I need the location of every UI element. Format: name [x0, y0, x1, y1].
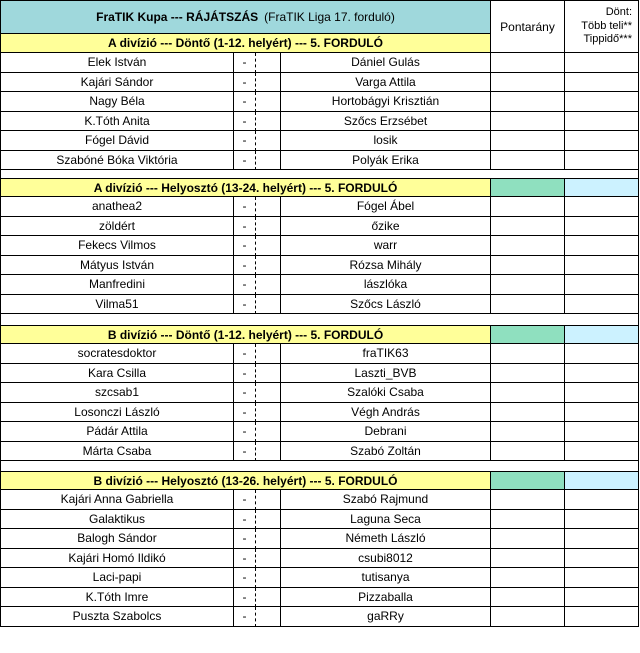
player-right-cell[interactable] — [281, 510, 491, 530]
pontarany-cell[interactable] — [491, 92, 565, 112]
separator-dash: - — [242, 531, 247, 546]
player-right-cell[interactable] — [281, 607, 491, 627]
section-gap — [0, 170, 639, 178]
score-cell[interactable] — [256, 442, 281, 462]
section-pontarany-cell[interactable] — [491, 325, 565, 344]
score-cell[interactable] — [256, 53, 281, 73]
player-left-name: K.Tóth Anita — [84, 113, 150, 128]
separator-cell[interactable] — [234, 607, 256, 627]
score-cell[interactable] — [256, 131, 281, 151]
player-right-name: Rózsa Mihály — [349, 257, 422, 272]
player-right-name: Végh András — [351, 404, 420, 419]
pontarany-cell[interactable] — [491, 112, 565, 132]
player-left-name: Fekecs Vilmos — [78, 238, 156, 253]
separator-dash: - — [242, 55, 247, 70]
player-left-cell[interactable] — [0, 92, 234, 112]
separator-cell[interactable] — [234, 510, 256, 530]
separator-cell[interactable] — [234, 217, 256, 237]
score-cell[interactable] — [256, 529, 281, 549]
separator-dash: - — [242, 218, 247, 233]
player-left-name: Kajári Sándor — [80, 74, 154, 89]
separator-cell[interactable] — [234, 295, 256, 315]
player-right-cell[interactable] — [281, 53, 491, 73]
player-right-name: Laszti_BVB — [354, 365, 417, 380]
player-left-name: Pádár Attila — [86, 424, 148, 439]
dont-cell[interactable] — [565, 607, 639, 627]
player-right-name: Szőcs László — [350, 296, 421, 311]
section-title: A divízió --- Döntő (1-12. helyért) --- 5. FORDULÓ — [108, 36, 383, 50]
pontarany-cell[interactable] — [491, 217, 565, 237]
player-right-name: losik — [373, 133, 398, 148]
dont-cell[interactable] — [565, 442, 639, 462]
separator-cell[interactable] — [234, 422, 256, 442]
score-cell[interactable] — [256, 151, 281, 171]
player-left-cell[interactable] — [0, 588, 234, 608]
score-cell[interactable] — [256, 422, 281, 442]
separator-dash: - — [242, 492, 247, 507]
player-left-name: Vilma51 — [95, 296, 139, 311]
player-right-cell[interactable] — [281, 275, 491, 295]
separator-cell[interactable] — [234, 383, 256, 403]
separator-cell[interactable] — [234, 151, 256, 171]
player-left-cell[interactable] — [0, 112, 234, 132]
separator-dash: - — [242, 74, 247, 89]
player-right-name: tutisanya — [361, 570, 410, 585]
player-left-name: Kajári Homó Ildikó — [68, 550, 166, 565]
player-left-cell[interactable] — [0, 607, 234, 627]
player-right-cell[interactable] — [281, 403, 491, 423]
player-left-name: anathea2 — [91, 199, 143, 214]
dont-cell[interactable] — [565, 422, 639, 442]
score-cell[interactable] — [256, 275, 281, 295]
player-left-cell[interactable] — [0, 403, 234, 423]
player-left-name: Kara Csilla — [87, 365, 147, 380]
pontarany-cell[interactable] — [491, 422, 565, 442]
player-right-name: fraTIK63 — [362, 346, 409, 361]
player-right-cell[interactable] — [281, 73, 491, 93]
player-left-cell[interactable] — [0, 364, 234, 384]
pontarany-cell[interactable] — [491, 383, 565, 403]
pontarany-cell[interactable] — [491, 131, 565, 151]
dont-cell[interactable] — [565, 256, 639, 276]
dont-cell[interactable] — [565, 490, 639, 510]
header-title: FraTIK Kupa --- RÁJÁTSZÁS — [96, 10, 259, 24]
score-cell[interactable] — [256, 383, 281, 403]
section-dont-cell[interactable] — [565, 325, 639, 344]
player-right-cell[interactable] — [281, 344, 491, 364]
score-cell[interactable] — [256, 295, 281, 315]
pontarany-cell[interactable] — [491, 442, 565, 462]
separator-cell[interactable] — [234, 275, 256, 295]
score-cell[interactable] — [256, 549, 281, 569]
dont-cell[interactable] — [565, 236, 639, 256]
separator-dash: - — [242, 609, 247, 624]
dont-cell[interactable] — [565, 529, 639, 549]
dont-cell[interactable] — [565, 344, 639, 364]
separator-dash: - — [242, 550, 247, 565]
player-right-name: gaRRy — [367, 609, 404, 624]
player-left-cell[interactable] — [0, 344, 234, 364]
player-right-cell[interactable] — [281, 92, 491, 112]
pontarany-label: Pontarány — [500, 19, 555, 34]
pontarany-cell[interactable] — [491, 73, 565, 93]
player-right-cell[interactable] — [281, 151, 491, 171]
dont-cell[interactable] — [565, 295, 639, 315]
player-left-name: Laci-papi — [92, 570, 142, 585]
player-right-name: Polyák Erika — [352, 152, 419, 167]
separator-cell[interactable] — [234, 364, 256, 384]
separator-cell[interactable] — [234, 344, 256, 364]
separator-cell[interactable] — [234, 53, 256, 73]
player-right-name: Szalóki Csaba — [347, 385, 424, 400]
section-dont-cell[interactable] — [565, 471, 639, 490]
player-left-cell[interactable] — [0, 197, 234, 217]
header-pontarany-cell[interactable] — [491, 0, 565, 53]
player-left-name: Fógel Dávid — [84, 133, 150, 148]
player-left-cell[interactable] — [0, 131, 234, 151]
player-right-cell[interactable] — [281, 568, 491, 588]
pontarany-cell[interactable] — [491, 197, 565, 217]
separator-cell[interactable] — [234, 403, 256, 423]
dont-cell[interactable] — [565, 217, 639, 237]
score-cell[interactable] — [256, 588, 281, 608]
score-cell[interactable] — [256, 403, 281, 423]
separator-cell[interactable] — [234, 197, 256, 217]
dont-cell[interactable] — [565, 131, 639, 151]
pontarany-cell[interactable] — [491, 529, 565, 549]
section-dont-cell[interactable] — [565, 178, 639, 197]
separator-dash: - — [242, 152, 247, 167]
pontarany-cell[interactable] — [491, 490, 565, 510]
player-right-cell[interactable] — [281, 197, 491, 217]
dont-cell[interactable] — [565, 53, 639, 73]
score-cell[interactable] — [256, 607, 281, 627]
section-title-cell[interactable] — [0, 325, 491, 344]
score-cell[interactable] — [256, 568, 281, 588]
separator-cell[interactable] — [234, 112, 256, 132]
pontarany-cell[interactable] — [491, 588, 565, 608]
player-right-cell[interactable] — [281, 383, 491, 403]
separator-cell[interactable] — [234, 131, 256, 151]
dont-cell[interactable] — [565, 588, 639, 608]
separator-dash: - — [242, 589, 247, 604]
pontarany-cell[interactable] — [491, 275, 565, 295]
pontarany-cell[interactable] — [491, 151, 565, 171]
score-cell[interactable] — [256, 92, 281, 112]
player-left-cell[interactable] — [0, 490, 234, 510]
player-left-cell[interactable] — [0, 151, 234, 171]
player-left-cell[interactable] — [0, 442, 234, 462]
pontarany-cell[interactable] — [491, 236, 565, 256]
separator-dash: - — [242, 257, 247, 272]
player-right-name: warr — [373, 238, 398, 253]
dont-cell[interactable] — [565, 403, 639, 423]
separator-dash: - — [242, 365, 247, 380]
player-left-name: Manfredini — [88, 277, 146, 292]
separator-cell[interactable] — [234, 236, 256, 256]
score-cell[interactable] — [256, 344, 281, 364]
score-cell[interactable] — [256, 73, 281, 93]
player-left-name: Márta Csaba — [82, 443, 152, 458]
separator-dash: - — [242, 404, 247, 419]
player-right-name: Laguna Seca — [350, 511, 421, 526]
player-left-cell[interactable] — [0, 549, 234, 569]
header-subtitle: (FraTIK Liga 17. forduló) — [264, 10, 395, 24]
section-title: A divízió --- Helyosztó (13-24. helyért) --- 5. FORDULÓ — [93, 180, 398, 195]
pontarany-cell[interactable] — [491, 364, 565, 384]
player-right-cell[interactable] — [281, 588, 491, 608]
score-cell[interactable] — [256, 236, 281, 256]
dont-cell[interactable] — [565, 568, 639, 588]
player-left-cell[interactable] — [0, 422, 234, 442]
pontarany-cell[interactable] — [491, 256, 565, 276]
separator-dash: - — [242, 296, 247, 311]
player-left-name: Losonczi László — [74, 404, 160, 419]
separator-cell[interactable] — [234, 549, 256, 569]
separator-dash: - — [242, 113, 247, 128]
player-right-cell[interactable] — [281, 422, 491, 442]
pontarany-cell[interactable] — [491, 549, 565, 569]
separator-dash: - — [242, 133, 247, 148]
separator-dash: - — [242, 238, 247, 253]
dont-cell[interactable] — [565, 73, 639, 93]
player-left-name: Mátyus István — [79, 257, 155, 272]
player-left-cell[interactable] — [0, 295, 234, 315]
score-cell[interactable] — [256, 197, 281, 217]
player-left-name: K.Tóth Imre — [85, 589, 149, 604]
separator-dash: - — [242, 385, 247, 400]
score-cell[interactable] — [256, 256, 281, 276]
player-left-cell[interactable] — [0, 73, 234, 93]
section-title-cell[interactable] — [0, 34, 491, 53]
player-right-cell[interactable] — [281, 256, 491, 276]
separator-cell[interactable] — [234, 442, 256, 462]
player-right-name: Németh László — [345, 531, 426, 546]
pontarany-cell[interactable] — [491, 344, 565, 364]
dont-label-2: Több teli** — [581, 19, 632, 32]
player-right-cell[interactable] — [281, 217, 491, 237]
section-pontarany-cell[interactable] — [491, 471, 565, 490]
player-right-cell[interactable] — [281, 529, 491, 549]
player-left-cell[interactable] — [0, 529, 234, 549]
separator-dash: - — [242, 277, 247, 292]
player-right-name: Pizzaballa — [358, 589, 413, 604]
separator-dash: - — [242, 199, 247, 214]
score-cell[interactable] — [256, 490, 281, 510]
player-left-name: Szabóné Bóka Viktória — [56, 152, 178, 167]
player-left-name: zöldért — [98, 218, 136, 233]
player-right-cell[interactable] — [281, 131, 491, 151]
player-right-name: Szabó Zoltán — [350, 443, 421, 458]
separator-cell[interactable] — [234, 588, 256, 608]
player-left-name: Kajári Anna Gabriella — [60, 492, 174, 507]
pontarany-cell[interactable] — [491, 53, 565, 73]
player-right-cell[interactable] — [281, 295, 491, 315]
player-right-name: Dániel Gulás — [351, 55, 420, 70]
section-title: B divízió --- Döntő (1-12. helyért) --- 5. FORDULÓ — [107, 327, 384, 342]
player-right-cell[interactable] — [281, 236, 491, 256]
score-cell[interactable] — [256, 510, 281, 530]
player-left-name: Galaktikus — [88, 511, 146, 526]
player-left-cell[interactable] — [0, 383, 234, 403]
section-title-cell[interactable] — [0, 471, 491, 490]
dont-cell[interactable] — [565, 364, 639, 384]
player-left-name: Balogh Sándor — [77, 531, 157, 546]
pontarany-cell[interactable] — [491, 607, 565, 627]
separator-cell[interactable] — [234, 73, 256, 93]
player-right-name: Fógel Ábel — [356, 199, 415, 214]
player-right-cell[interactable] — [281, 490, 491, 510]
pontarany-cell[interactable] — [491, 295, 565, 315]
score-cell[interactable] — [256, 112, 281, 132]
player-left-name: socratesdoktor — [77, 346, 157, 361]
dont-cell[interactable] — [565, 510, 639, 530]
section-gap — [0, 314, 639, 325]
separator-cell[interactable] — [234, 490, 256, 510]
separator-cell[interactable] — [234, 256, 256, 276]
separator-dash: - — [242, 346, 247, 361]
player-right-name: lászlóka — [363, 277, 408, 292]
dont-cell[interactable] — [565, 112, 639, 132]
player-left-cell[interactable] — [0, 236, 234, 256]
player-right-cell[interactable] — [281, 549, 491, 569]
dont-label-1: Dönt: — [605, 5, 632, 18]
player-left-name: Nagy Béla — [89, 94, 145, 109]
player-left-name: szcsab1 — [94, 385, 140, 400]
separator-dash: - — [242, 424, 247, 439]
player-right-name: Varga Attila — [355, 74, 416, 89]
dont-cell[interactable] — [565, 549, 639, 569]
header-dont-cell[interactable] — [565, 0, 639, 53]
player-left-cell[interactable] — [0, 217, 234, 237]
dont-cell[interactable] — [565, 275, 639, 295]
player-right-cell[interactable] — [281, 442, 491, 462]
section-gap — [0, 461, 639, 471]
pontarany-cell[interactable] — [491, 510, 565, 530]
section-title: B divízió --- Helyosztó (13-26. helyért) --- 5. FORDULÓ — [93, 473, 398, 488]
player-left-cell[interactable] — [0, 256, 234, 276]
separator-cell[interactable] — [234, 529, 256, 549]
section-title-cell[interactable] — [0, 178, 491, 197]
player-right-name: őzike — [371, 218, 400, 233]
player-left-cell[interactable] — [0, 568, 234, 588]
player-left-cell[interactable] — [0, 510, 234, 530]
score-cell[interactable] — [256, 217, 281, 237]
separator-cell[interactable] — [234, 568, 256, 588]
player-left-cell[interactable] — [0, 275, 234, 295]
player-left-name: Puszta Szabolcs — [72, 609, 162, 624]
dont-cell[interactable] — [565, 197, 639, 217]
dont-cell[interactable] — [565, 151, 639, 171]
player-right-name: Hortobágyi Krisztián — [331, 94, 440, 109]
player-right-name: Szőcs Erzsébet — [343, 113, 428, 128]
player-left-cell[interactable] — [0, 53, 234, 73]
player-left-name: Elek István — [87, 55, 147, 70]
player-right-name: Szabó Rajmund — [342, 492, 429, 507]
pontarany-cell[interactable] — [491, 568, 565, 588]
separator-dash: - — [242, 443, 247, 458]
header-title-cell[interactable] — [0, 0, 491, 34]
section-pontarany-cell[interactable] — [491, 178, 565, 197]
dont-cell[interactable] — [565, 383, 639, 403]
dont-cell[interactable] — [565, 92, 639, 112]
separator-dash: - — [242, 94, 247, 109]
separator-dash: - — [242, 511, 247, 526]
dont-label-3: Tippidő*** — [583, 33, 632, 46]
player-right-name: csubi8012 — [358, 550, 413, 565]
player-right-name: Debrani — [364, 424, 407, 439]
player-right-cell[interactable] — [281, 364, 491, 384]
score-cell[interactable] — [256, 364, 281, 384]
pontarany-cell[interactable] — [491, 403, 565, 423]
separator-dash: - — [242, 570, 247, 585]
player-right-cell[interactable] — [281, 112, 491, 132]
separator-cell[interactable] — [234, 92, 256, 112]
